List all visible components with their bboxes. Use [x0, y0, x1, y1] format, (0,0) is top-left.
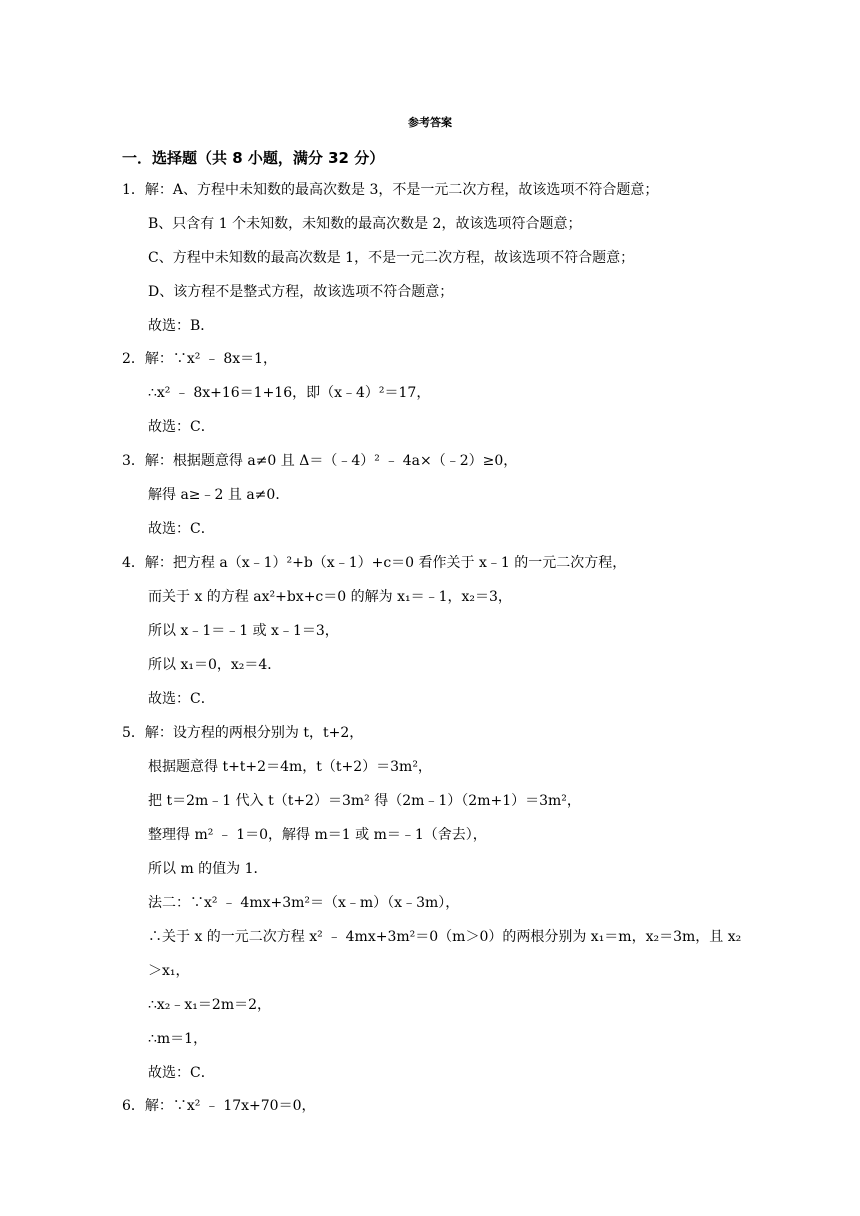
- page-title: 参考答案: [408, 116, 452, 129]
- answer-line: 故选：C．: [148, 419, 215, 435]
- answer-line: 故选：B．: [148, 318, 215, 334]
- answer-line: 而关于 x 的方程 ax²+bx+c＝0 的解为 x₁＝﹣1，x₂＝3，: [148, 589, 512, 605]
- answer-line: 故选：C．: [148, 521, 215, 537]
- answer-line: 法二：∵x² ﹣ 4mx+3m²＝（x﹣m）（x﹣3m），: [148, 895, 460, 911]
- answer-line: ∴x² ﹣ 8x+16＝1+16，即（x﹣4）²＝17，: [148, 385, 431, 401]
- answer-line: C、方程中未知数的最高次数是 1，不是一元二次方程，故该选项不符合题意；: [148, 250, 635, 266]
- answer-line: 把 t＝2m﹣1 代入 t（t+2）＝3m² 得（2m﹣1）（2m+1）＝3m²，: [148, 793, 581, 809]
- answer-line: 所以 x₁＝0，x₂＝4．: [148, 657, 282, 673]
- answer-line: B、只含有 1 个未知数，未知数的最高次数是 2，故该选项符合题意；: [148, 216, 582, 232]
- answer-line: 5．解：设方程的两根分别为 t，t+2，: [122, 725, 364, 741]
- answer-line: ∴关于 x 的一元二次方程 x² ﹣ 4mx+3m²＝0（m＞0）的两根分别为 x₁＝m，x₂＝3m，且 x₂: [148, 929, 742, 945]
- answer-line: 2．解：∵x² ﹣ 8x＝1，: [122, 351, 278, 367]
- answer-line: ∴m＝1，: [148, 1031, 208, 1047]
- answer-line: ∴x₂﹣x₁＝2m＝2，: [148, 997, 272, 1013]
- answer-line: 整理得 m² ﹣ 1＝0，解得 m＝1 或 m＝﹣1（舍去），: [148, 827, 487, 843]
- answer-line: 故选：C．: [148, 691, 215, 707]
- answer-line: 故选：C．: [148, 1065, 215, 1081]
- answer-line: 解得 a≥﹣2 且 a≠0．: [148, 487, 290, 503]
- answer-line: 4．解：把方程 a（x﹣1）²+b（x﹣1）+c＝0 看作关于 x﹣1 的一元二次方程，: [122, 555, 627, 571]
- answer-line: 所以 m 的值为 1．: [148, 861, 268, 877]
- answer-line: 6．解：∵x² ﹣ 17x+70＝0，: [122, 1098, 316, 1114]
- section-heading: 一．选择题（共 8 小题，满分 32 分）: [122, 149, 385, 167]
- answer-line: 所以 x﹣1＝﹣1 或 x﹣1＝3，: [148, 623, 339, 639]
- answer-line: 1．解：A、方程中未知数的最高次数是 3，不是一元二次方程，故该选项不符合题意；: [122, 182, 659, 198]
- answer-line: 3．解：根据题意得 a≠0 且 Δ＝（﹣4）² ﹣ 4a×（﹣2）≥0，: [122, 453, 518, 469]
- answer-line: 根据题意得 t+t+2＝4m，t（t+2）＝3m²，: [148, 759, 432, 775]
- answer-line: ＞x₁，: [148, 963, 190, 979]
- answer-line: D、该方程不是整式方程，故该选项不符合题意；: [148, 284, 454, 300]
